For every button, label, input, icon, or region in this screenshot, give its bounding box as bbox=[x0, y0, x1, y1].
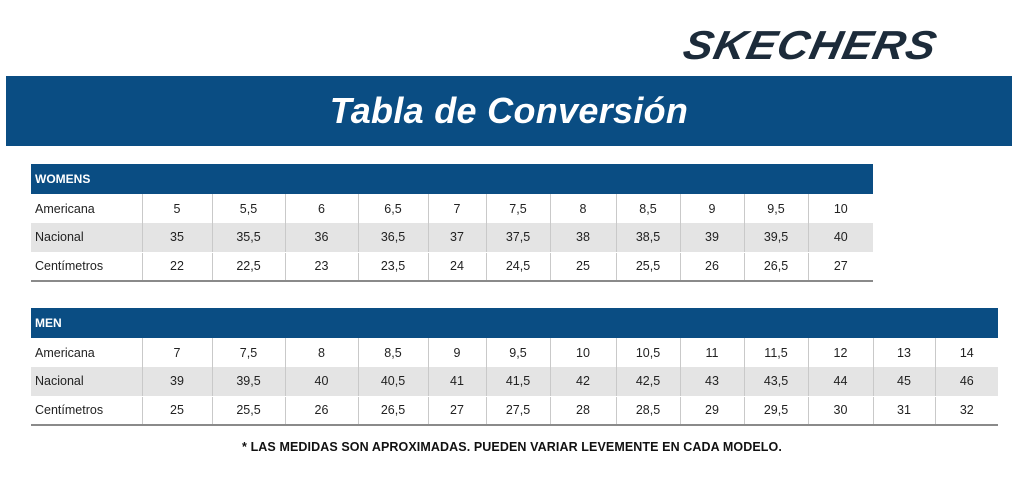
table-cell: 23 bbox=[285, 252, 358, 281]
table-cell: 26 bbox=[680, 252, 744, 281]
table-cell: 25,5 bbox=[212, 396, 285, 425]
footnote: * LAS MEDIDAS SON APROXIMADAS. PUEDEN VARIAR LEVEMENTE EN CADA MODELO. bbox=[242, 440, 782, 454]
table-cell: 7 bbox=[142, 338, 212, 367]
brand-logo-text: SKECHERS bbox=[679, 23, 942, 69]
table-header: WOMENS bbox=[31, 164, 873, 194]
table-cell: 30 bbox=[808, 396, 873, 425]
table-cell: 8 bbox=[285, 338, 358, 367]
table-cell: 40,5 bbox=[358, 367, 428, 396]
table-cell: 43 bbox=[680, 367, 744, 396]
table-cell: 10,5 bbox=[616, 338, 680, 367]
table-cell: 38,5 bbox=[616, 223, 680, 252]
table-cell: 35,5 bbox=[212, 223, 285, 252]
table-cell: 26 bbox=[285, 396, 358, 425]
table-cell: 7,5 bbox=[212, 338, 285, 367]
table-cell: 36,5 bbox=[358, 223, 428, 252]
table-cell: 8,5 bbox=[616, 194, 680, 223]
table-header-row bbox=[31, 164, 873, 194]
table-cell: 14 bbox=[935, 338, 998, 367]
table-cell: 25 bbox=[550, 252, 616, 281]
table-cell: 32 bbox=[935, 396, 998, 425]
table-cell: 39 bbox=[680, 223, 744, 252]
table-cell: 24 bbox=[428, 252, 486, 281]
table-row bbox=[31, 252, 873, 281]
table-cell: 23,5 bbox=[358, 252, 428, 281]
table-cell: 27,5 bbox=[486, 396, 550, 425]
table-cell: 42 bbox=[550, 367, 616, 396]
table-cell: 25,5 bbox=[616, 252, 680, 281]
row-label: Centímetros bbox=[31, 252, 142, 281]
table-cell: 5 bbox=[142, 194, 212, 223]
table-cell: 7,5 bbox=[486, 194, 550, 223]
table-cell: 11,5 bbox=[744, 338, 808, 367]
table-cell: 7 bbox=[428, 194, 486, 223]
table-cell: 5,5 bbox=[212, 194, 285, 223]
table-cell: 28,5 bbox=[616, 396, 680, 425]
table-cell: 24,5 bbox=[486, 252, 550, 281]
table-cell: 9,5 bbox=[744, 194, 808, 223]
table-cell: 13 bbox=[873, 338, 935, 367]
table-cell: 26,5 bbox=[358, 396, 428, 425]
table-cell: 39,5 bbox=[744, 223, 808, 252]
table-cell: 42,5 bbox=[616, 367, 680, 396]
table-cell: 6,5 bbox=[358, 194, 428, 223]
table-cell: 25 bbox=[142, 396, 212, 425]
table-cell: 40 bbox=[285, 367, 358, 396]
row-label: Nacional bbox=[31, 223, 142, 252]
table-cell: 38 bbox=[550, 223, 616, 252]
table-cell: 9 bbox=[680, 194, 744, 223]
row-label: Americana bbox=[31, 338, 142, 367]
table-header-row bbox=[31, 308, 998, 338]
row-label: Americana bbox=[31, 194, 142, 223]
table-cell: 44 bbox=[808, 367, 873, 396]
table-cell: 43,5 bbox=[744, 367, 808, 396]
table-cell: 39 bbox=[142, 367, 212, 396]
table-row bbox=[31, 338, 998, 367]
table-cell: 9,5 bbox=[486, 338, 550, 367]
table-cell: 29 bbox=[680, 396, 744, 425]
table-cell: 10 bbox=[550, 338, 616, 367]
table-row bbox=[31, 194, 873, 223]
table-cell: 39,5 bbox=[212, 367, 285, 396]
table-cell: 8 bbox=[550, 194, 616, 223]
page-title: Tabla de Conversión bbox=[329, 90, 689, 131]
table-row bbox=[31, 223, 873, 252]
womens-size-table bbox=[31, 164, 873, 282]
table-cell: 11 bbox=[680, 338, 744, 367]
table-cell: 27 bbox=[428, 396, 486, 425]
table-row bbox=[31, 367, 998, 396]
table-cell: 35 bbox=[142, 223, 212, 252]
table-cell: 46 bbox=[935, 367, 998, 396]
table-cell: 6 bbox=[285, 194, 358, 223]
table-cell: 22 bbox=[142, 252, 212, 281]
brand-logo bbox=[624, 24, 996, 68]
table-cell: 41 bbox=[428, 367, 486, 396]
table-cell: 28 bbox=[550, 396, 616, 425]
table-cell: 10 bbox=[808, 194, 873, 223]
table-cell: 27 bbox=[808, 252, 873, 281]
table-cell: 41,5 bbox=[486, 367, 550, 396]
table-cell: 12 bbox=[808, 338, 873, 367]
table-cell: 45 bbox=[873, 367, 935, 396]
table-cell: 29,5 bbox=[744, 396, 808, 425]
table-cell: 37 bbox=[428, 223, 486, 252]
mens-size-table bbox=[31, 308, 998, 426]
row-label: Centímetros bbox=[31, 396, 142, 425]
table-cell: 22,5 bbox=[212, 252, 285, 281]
table-header: MEN bbox=[31, 308, 998, 338]
table-cell: 37,5 bbox=[486, 223, 550, 252]
table-row bbox=[31, 396, 998, 425]
title-banner bbox=[6, 76, 1012, 146]
table-cell: 8,5 bbox=[358, 338, 428, 367]
table-cell: 26,5 bbox=[744, 252, 808, 281]
row-label: Nacional bbox=[31, 367, 142, 396]
table-cell: 9 bbox=[428, 338, 486, 367]
table-cell: 31 bbox=[873, 396, 935, 425]
table-cell: 36 bbox=[285, 223, 358, 252]
table-cell: 40 bbox=[808, 223, 873, 252]
